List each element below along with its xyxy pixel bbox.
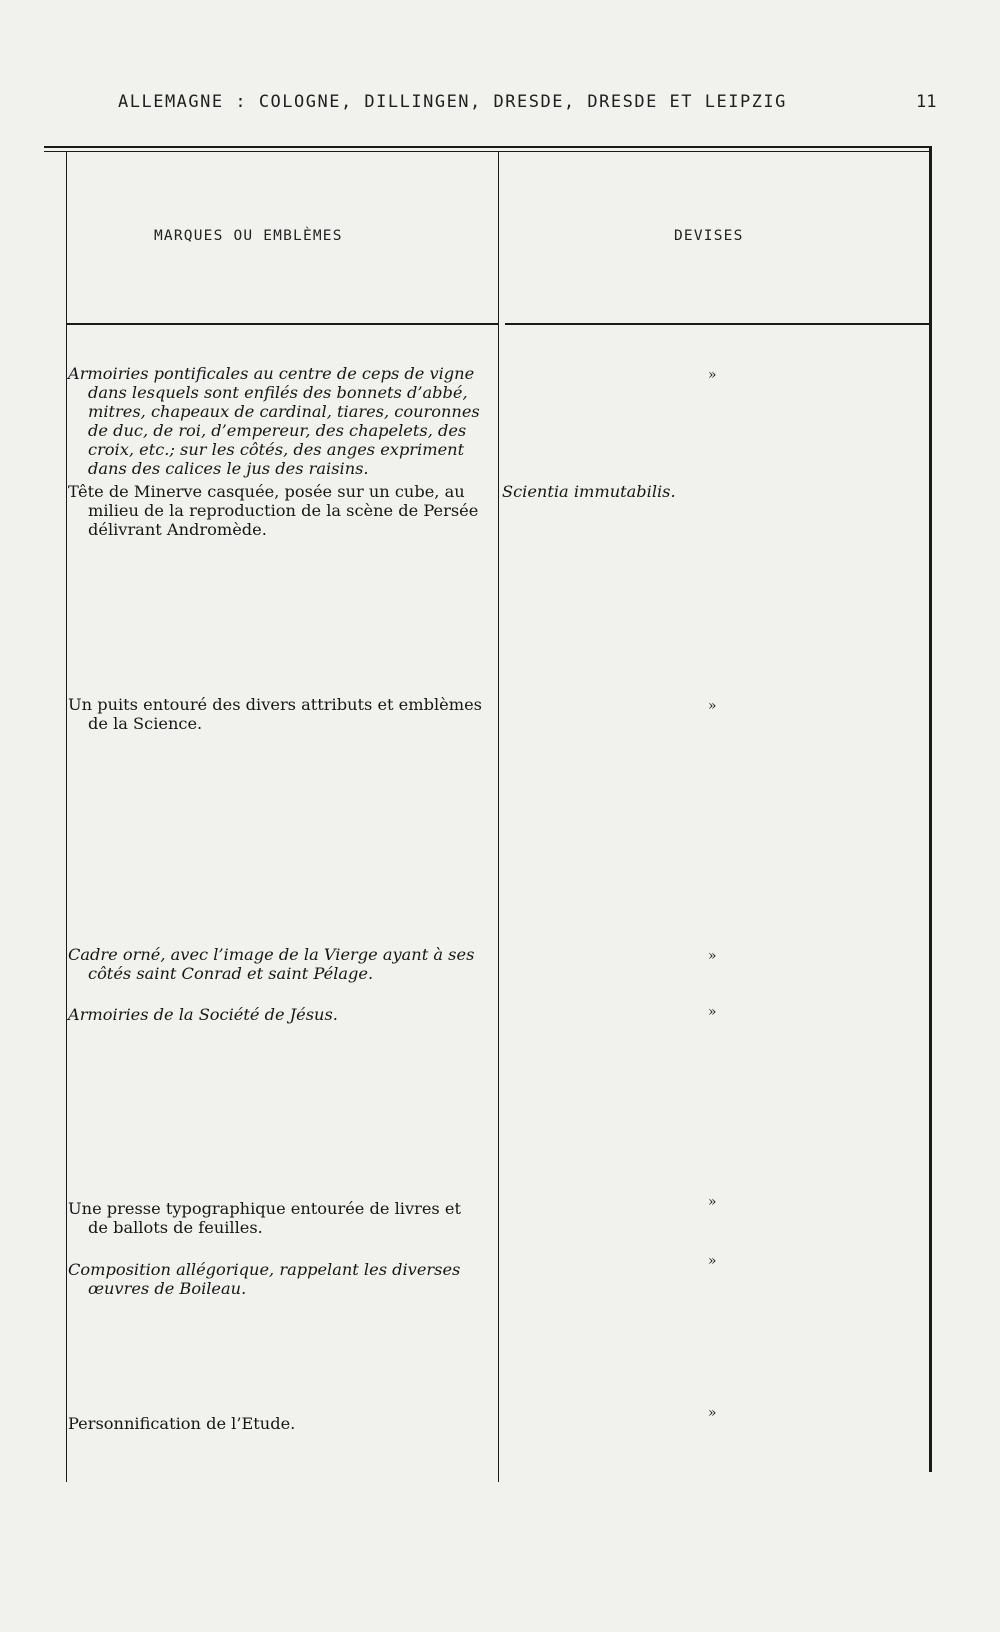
entry-line: Un puits entouré des divers attributs et emblèmes — [68, 695, 482, 714]
entry-line: milieu de la reproduction de la scène de Persée — [88, 501, 479, 520]
entry-minerva-head — [68, 482, 496, 539]
entry-line: dans des calices le jus des raisins. — [88, 459, 369, 478]
motto-ditto-mark: » — [708, 367, 717, 383]
entry-personification-study — [68, 1414, 496, 1433]
motto-text: Scientia immutabilis. — [502, 482, 676, 501]
entry-line: Une presse typographique entourée de livres et — [68, 1199, 461, 1218]
column-left-border — [66, 152, 67, 1482]
entry-line: Armoiries de la Société de Jésus. — [68, 1005, 338, 1024]
motto-ditto-mark: » — [708, 1253, 717, 1269]
entry-ornate-frame — [68, 945, 496, 983]
motto-ditto-mark: » — [708, 1004, 717, 1020]
entry-line: de ballots de feuilles. — [88, 1218, 263, 1237]
entry-line: délivrant Andromède. — [88, 520, 267, 539]
motto-ditto-mark: » — [708, 1194, 717, 1210]
motto-ditto-mark: » — [708, 698, 717, 714]
entry-line: côtés saint Conrad et saint Pélage. — [88, 964, 374, 983]
entry-line: Personnification de l’Etude. — [68, 1414, 296, 1433]
entry-line: Tête de Minerve casquée, posée sur un cube, au — [68, 482, 465, 501]
entry-line: Cadre orné, avec l’image de la Vierge ayant à ses — [68, 945, 475, 964]
column-right-border — [929, 146, 932, 1472]
entry-papal-arms — [68, 364, 496, 478]
entry-line: de la Science. — [88, 714, 203, 733]
entry-line: de duc, de roi, d’empereur, des chapelets, des — [88, 421, 467, 440]
page-number: 11 — [916, 92, 937, 112]
entry-line: mitres, chapeaux de cardinal, tiares, couronnes — [88, 402, 480, 421]
heading-rule-marks — [66, 323, 498, 325]
entry-line: œuvres de Boileau. — [88, 1279, 247, 1298]
column-heading-marks: MARQUES OU EMBLÈMES — [154, 228, 343, 244]
entry-well — [68, 695, 496, 733]
entry-line: Armoiries pontificales au centre de ceps de vigne — [68, 364, 475, 383]
entry-line: dans lesquels sont enfilés des bonnets d’abbé, — [88, 383, 468, 402]
entry-jesuit-arms — [68, 1005, 496, 1024]
entry-line: Composition allégorique, rappelant les diverses — [68, 1260, 461, 1279]
column-heading-mottos: DEVISES — [674, 228, 744, 244]
heading-rule-mottos — [505, 323, 929, 325]
table-top-rule-thin — [44, 151, 930, 152]
table-top-rule — [44, 146, 930, 148]
entry-printing-press — [68, 1199, 496, 1237]
column-divider — [498, 152, 499, 1482]
entry-allegorical-composition — [68, 1260, 496, 1298]
motto-ditto-mark: » — [708, 948, 717, 964]
entry-line: croix, etc.; sur les côtés, des anges expriment — [88, 440, 465, 459]
running-header: ALLEMAGNE : COLOGNE, DILLINGEN, DRESDE, DRESDE ET LEIPZIG — [118, 92, 787, 112]
motto-ditto-mark: » — [708, 1405, 717, 1421]
